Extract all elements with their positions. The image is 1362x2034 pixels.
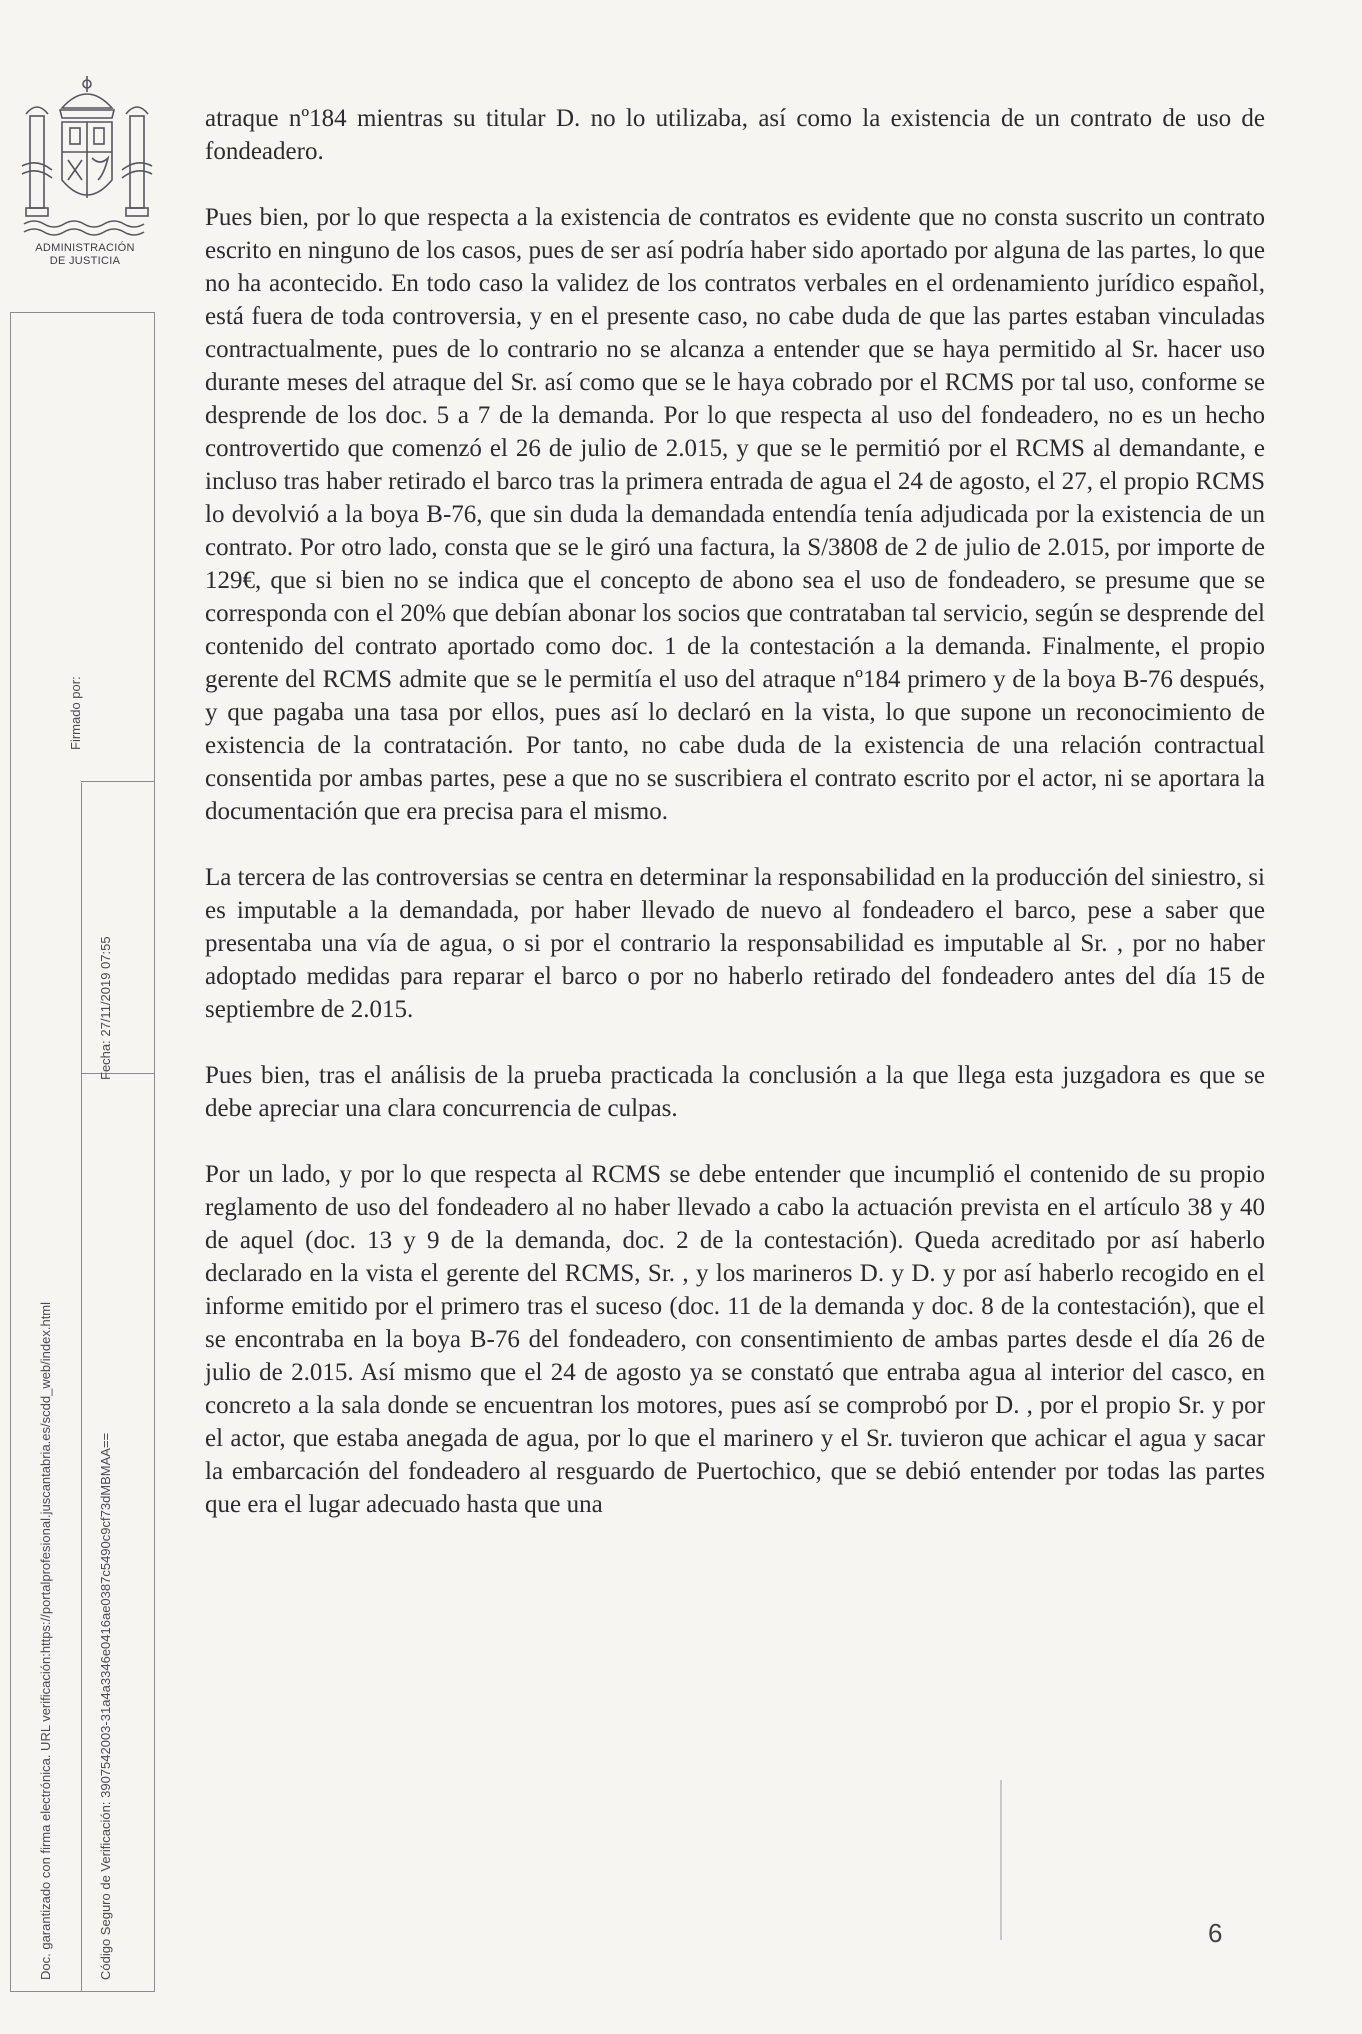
verification-url: Doc. garantizado con firma electrónica. URL verificación:https://portalprofesional.juscantabria.es/scdd_web/index.html [38, 1301, 53, 1980]
body-paragraph: Pues bien, tras el análisis de la prueba practicada la conclusión a la que llega esta juzgadora es que se debe apreciar una clara concurrencia de culpas. [205, 1062, 1265, 1122]
strip-divider-horizontal [81, 781, 154, 782]
page-number: 6 [1208, 1918, 1223, 1948]
scan-mark [1000, 1780, 1002, 1940]
body-paragraph: atraque nº184 mientras su titular D. no lo utilizaba, así como la existencia de un contrato de uso de fondeadero. [205, 105, 1265, 165]
body-paragraph: Pues bien, por lo que respecta a la existencia de contratos es evidente que no consta suscrito un contrato escrito en ninguno de los casos, pues de ser así podría haber sido aportado por alguna de las partes, lo que no ha acontecido. En todo caso la validez de los contratos verbales en el ordenamiento jurídico español, está fuera de toda controversia, y en el presente caso, no cabe duda de que las partes estaban vinculadas contractualmente, pues de lo contrario no se alcanza a entender que se haya permitido al Sr. hacer uso durante meses del atraque del Sr. así como que se le haya cobrado por el RCMS por tal uso, conforme se desprende de los doc. 5 a 7 de la demanda. Por lo que respecta al uso del fondeadero, no es un hecho controvertido que comenzó el 26 de julio de 2.015, y que se le permitió por el RCMS al demandante, e incluso tras haber retirado el barco tras la primera entrada de agua el 24 de agosto, el 27, el propio RCMS lo devolvió a la boya B-76, que sin duda la demandada entendía tenía adjudicada por la existencia de un contrato. Por otro lado, consta que se le giró una factura, la S/3808 de 2 de julio de 2.015, por importe de 129€, que si bien no se indica que el concepto de abono sea el uso de fondeadero, se presume que se corresponda con el 20% que debían abonar los socios que contrataban tal servicio, según se desprende del contenido del contrato aportado como doc. 1 de la contestación a la demanda. Finalmente, el propio gerente del RCMS admite que se le permitía el uso del atraque nº184 primero y de la boya B-76 después, y que pagaba una tasa por ellos, pues así lo declaró en la vista, lo que supone un reconocimiento de existencia de la contratación. Por tanto, no cabe duda de la existencia de una relación contractual consentida por ambas partes, pese a que no se suscribiera el contrato escrito por el actor, ni se aportara la documentación que era precisa para el mismo. [205, 204, 1265, 825]
emblem-caption [10, 242, 160, 268]
coat-of-arms-icon [12, 70, 162, 240]
emblem-caption-line2: DE JUSTICIA [49, 255, 121, 267]
signed-by-label: Firmado por: [68, 676, 83, 750]
signature-date: Fecha: 27/11/2019 07:55 [98, 936, 113, 1080]
body-paragraph: Por un lado, y por lo que respecta al RCMS se debe entender que incumplió el contenido de su propio reglamento de uso del fondeadero al no haber llevado a cabo la actuación prevista en el artículo 38 y 40 de aquel (doc. 13 y 9 de la demanda, doc. 2 de la contestación). Queda acreditado por así haberlo declarado en la vista el gerente del RCMS, Sr. , y los marineros D. y D. y por así haberlo recogido en el informe emitido por el primero tras el suceso (doc. 11 de la demanda y doc. 8 de la contestación), que el se encontraba en la boya B-76 del fondeadero, con consentimiento de ambas partes desde el día 26 de julio de 2.015. Así mismo que el 24 de agosto ya se constató que entraba agua al interior del casco, en concreto a la sala donde se encuentran los motores, pues así se comprobó por D. , por el propio Sr. y por el actor, que estaba anegada de agua, por lo que el marinero y el Sr. tuvieron que achicar el agua y sacar la embarcación del fondeadero al resguardo de Puertochico, que se debió entender por todas las partes que era el lugar adecuado hasta que una [205, 1161, 1265, 1518]
emblem-caption-line1: ADMINISTRACIÓN [35, 242, 135, 254]
document-body [205, 102, 1265, 1554]
strip-divider-vertical [81, 783, 82, 1991]
body-paragraph: La tercera de las controversias se centra en determinar la responsabilidad en la producción del siniestro, si es imputable a la demandada, por haber llevado de nuevo al fondeadero el barco, pese a saber que presentaba una vía de agua, o si por el contrario la responsabilidad es imputable al Sr. , por no haber adoptado medidas para reparar el barco o por no haberlo retirado del fondeadero antes del día 15 de septiembre de 2.015. [205, 864, 1265, 1023]
strip-divider-horizontal [81, 1073, 154, 1074]
verification-code: Código Seguro de Verificación: 3907542003-31a4a3346e0416ae0387c5490c9cf73dMBMAA== [98, 1432, 113, 1980]
verification-strip [10, 312, 155, 1992]
